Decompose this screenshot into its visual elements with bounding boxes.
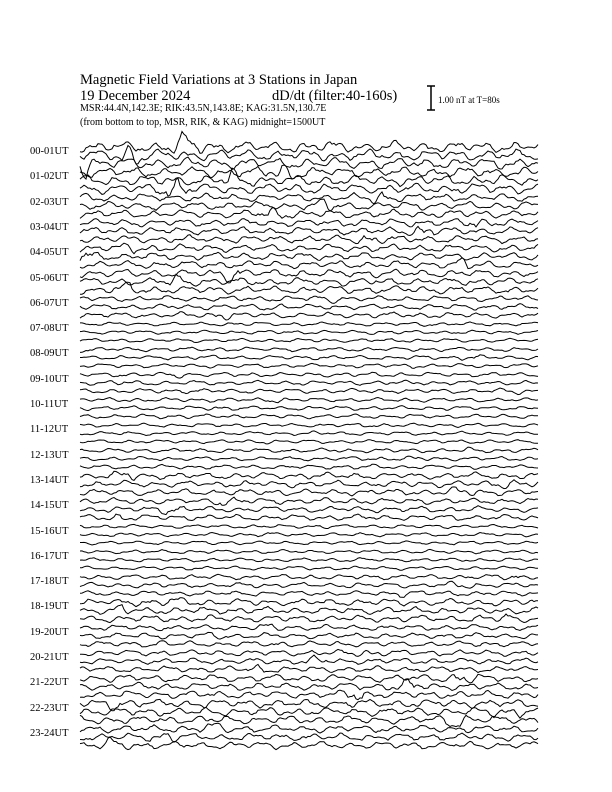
trace-rik <box>80 480 538 489</box>
trace-kag <box>80 165 538 179</box>
trace-msr <box>80 235 538 244</box>
trace-rik <box>80 355 538 361</box>
row-label: 16-17UT <box>30 550 69 562</box>
trace-msr <box>80 363 538 368</box>
trace-msr <box>80 614 538 623</box>
trace-kag <box>80 447 538 453</box>
trace-kag <box>80 423 538 427</box>
trace-kag <box>80 723 538 733</box>
trace-msr <box>80 208 538 219</box>
trace-msr <box>80 641 538 647</box>
trace-rik <box>80 431 538 436</box>
row-label: 06-07UT <box>30 297 69 309</box>
trace-msr <box>80 487 538 496</box>
trace-msr <box>80 737 538 750</box>
trace-msr <box>80 464 538 469</box>
trace-kag <box>80 471 538 480</box>
trace-rik <box>80 252 538 260</box>
trace-rik <box>80 632 538 639</box>
scale-bar <box>427 86 435 110</box>
trace-msr <box>80 664 538 672</box>
trace-msr <box>80 514 538 521</box>
row-label: 17-18UT <box>30 576 69 588</box>
chart-title: Magnetic Field Variations at 3 Stations in Japan <box>80 72 358 88</box>
trace-msr <box>80 338 538 342</box>
trace-rik <box>80 380 538 385</box>
station-coordinates: MSR:44.4N,142.3E; RIK:43.5N,143.8E; KAG:31.5N,130.7E <box>80 103 327 114</box>
trace-kag <box>80 649 538 656</box>
trace-group <box>80 132 538 750</box>
trace-rik <box>80 274 538 286</box>
row-label: 01-02UT <box>30 171 69 183</box>
trace-rik <box>80 146 538 164</box>
row-label: 22-23UT <box>30 702 69 714</box>
trace-kag <box>80 549 538 553</box>
trace-rik <box>80 506 538 515</box>
trace-kag <box>80 699 538 710</box>
trace-msr <box>80 690 538 700</box>
trace-rik <box>80 605 538 615</box>
trace-rik <box>80 581 538 588</box>
trace-kag <box>80 243 538 254</box>
trace-rik <box>80 679 538 691</box>
trace-kag <box>80 219 538 227</box>
trace-kag <box>80 398 538 403</box>
row-label: 00-01UT <box>30 146 69 157</box>
trace-rik <box>80 456 538 461</box>
trace-kag <box>80 132 538 154</box>
row-label: 05-06UT <box>30 272 69 284</box>
row-label: 15-16UT <box>30 525 69 537</box>
trace-kag <box>80 497 538 505</box>
row-label: 07-08UT <box>30 323 69 335</box>
trace-msr <box>80 388 538 395</box>
row-label: 03-04UT <box>30 221 69 233</box>
station-order-note: (from bottom to top, MSR, RIK, & KAG) midnight=1500UT <box>80 117 326 128</box>
trace-kag <box>80 674 538 683</box>
row-label: 09-10UT <box>30 373 69 385</box>
trace-msr <box>80 312 538 320</box>
trace-kag <box>80 524 538 528</box>
trace-msr <box>80 591 538 598</box>
scale-bar-label: 1.00 nT at T=80s <box>438 95 500 105</box>
trace-rik <box>80 707 538 718</box>
trace-kag <box>80 372 538 378</box>
row-label: 20-21UT <box>30 652 69 663</box>
chart-date: 19 December 2024 <box>80 88 191 104</box>
row-label: 14-15UT <box>30 500 69 512</box>
trace-kag <box>80 598 538 607</box>
row-label: 19-20UT <box>30 626 69 638</box>
trace-kag <box>80 574 538 579</box>
trace-rik <box>80 226 538 235</box>
trace-rik <box>80 304 538 310</box>
trace-kag <box>80 347 538 352</box>
row-label: 02-03UT <box>30 196 69 208</box>
row-label: 13-14UT <box>30 474 69 486</box>
trace-rik <box>80 533 538 537</box>
trace-kag <box>80 624 538 630</box>
row-label: 12-13UT <box>30 449 69 461</box>
trace-rik <box>80 406 538 411</box>
row-label: 11-12UT <box>30 424 69 436</box>
row-label: 04-05UT <box>30 247 69 259</box>
trace-kag <box>80 296 538 304</box>
trace-msr <box>80 715 538 726</box>
trace-rik <box>80 558 538 562</box>
trace-kag <box>80 322 538 326</box>
row-label: 18-19UT <box>30 601 69 613</box>
trace-msr <box>80 541 538 545</box>
trace-rik <box>80 330 538 334</box>
row-label: 08-09UT <box>30 348 69 360</box>
trace-msr <box>80 440 538 444</box>
trace-msr <box>80 282 538 294</box>
trace-msr <box>80 157 538 179</box>
trace-rik <box>80 655 538 664</box>
trace-msr <box>80 566 538 570</box>
data-type-label: dD/dt (filter:40-160s) <box>272 88 398 104</box>
row-label: 10-11UT <box>30 399 69 410</box>
row-label: 23-24UT <box>30 727 69 739</box>
row-label: 21-22UT <box>30 677 69 689</box>
trace-msr <box>80 414 538 419</box>
trace-msr <box>80 178 538 196</box>
trace-rik <box>80 733 538 742</box>
